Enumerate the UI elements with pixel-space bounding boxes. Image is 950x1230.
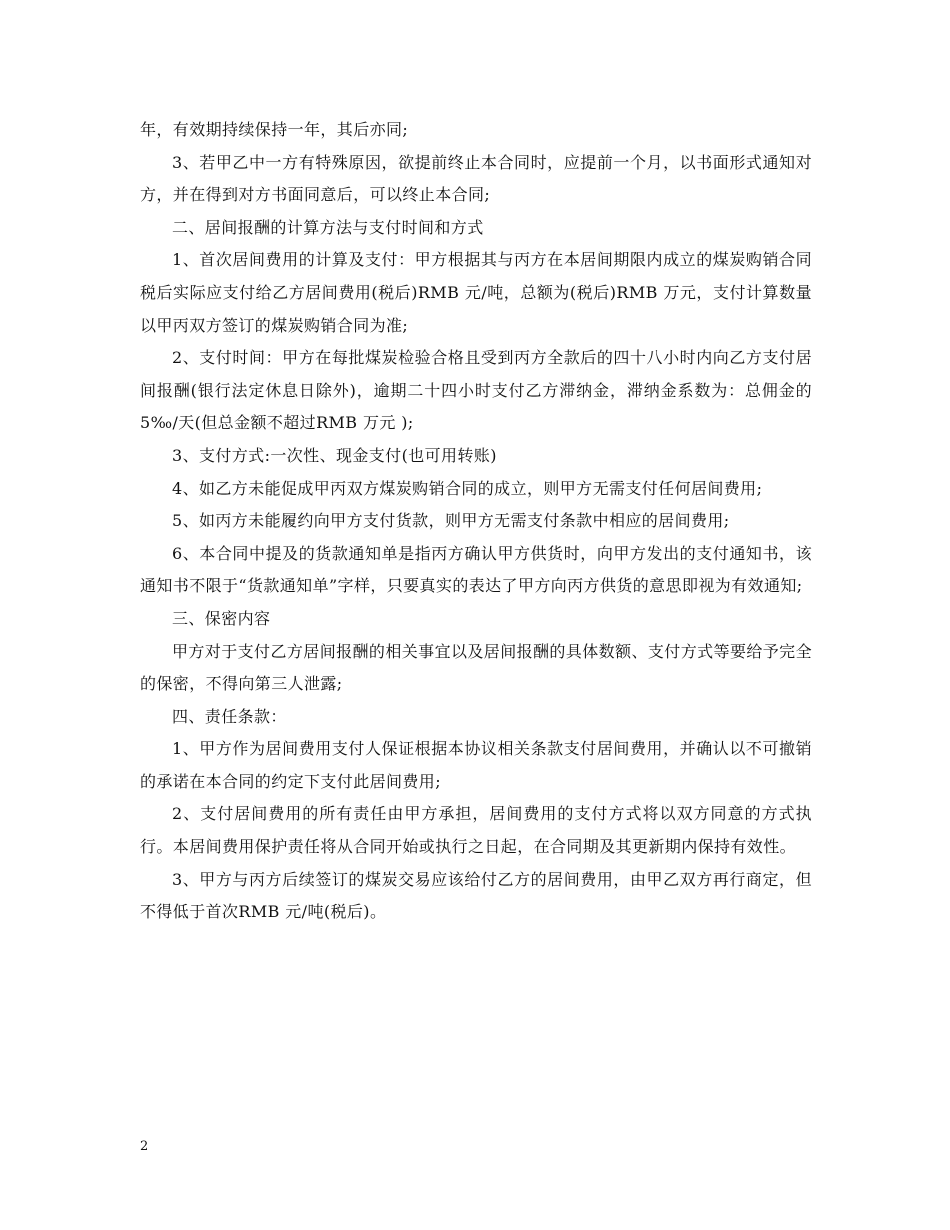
paragraph: 2、支付时间：甲方在每批煤炭检验合格且受到丙方全款后的四十八小时内向乙方支付居间报酬(银行法定休息日除外)，逾期二十四小时支付乙方滞纳金，滞纳金系数为：总佣金的5‰/天(但总金额不超过RMB 万元 ); — [140, 348, 812, 433]
paragraph: 甲方对于支付乙方居间报酬的相关事宜以及居间报酬的具体数额、支付方式等要给予完全的保密，不得向第三人泄露; — [140, 641, 812, 694]
paragraph: 年，有效期持续保持一年，其后亦同; — [140, 120, 409, 139]
paragraph: 5、如丙方未能履约向甲方支付货款，则甲方无需支付条款中相应的居间费用; — [172, 511, 730, 531]
document-body — [140, 114, 812, 929]
paragraph: 3、若甲乙中一方有特殊原因，欲提前终止本合同时，应提前一个月，以书面形式通知对方，并在得到对方书面同意后，可以终止本合同; — [140, 152, 812, 205]
paragraph: 3、甲方与丙方后续签订的煤炭交易应该给付乙方的居间费用，由甲乙双方再行商定，但不得低于首次RMB 元/吨(税后)。 — [140, 869, 812, 922]
section-heading: 四、责任条款： — [172, 706, 287, 726]
page-number: 2 — [140, 1139, 149, 1154]
section-heading: 三、保密内容 — [172, 608, 271, 628]
paragraph: 4、如乙方未能促成甲丙双方煤炭购销合同的成立，则甲方无需支付任何居间费用; — [172, 478, 763, 498]
paragraph: 1、甲方作为居间费用支付人保证根据本协议相关条款支付居间费用，并确认以不可撤销的承诺在本合同的约定下支付此居间费用; — [140, 739, 812, 791]
paragraph: 3、支付方式:一次性、现金支付(也可用转账) — [172, 445, 497, 465]
section-heading: 二、居间报酬的计算方法与支付时间和方式 — [172, 217, 484, 237]
paragraph: 6、本合同中提及的货款通知单是指丙方确认甲方供货时，向甲方发出的支付通知书，该通知书不限于“货款通知单”字样，只要真实的表达了甲方向丙方供货的意思即视为有效通知; — [140, 543, 812, 596]
paragraph: 2、支付居间费用的所有责任由甲方承担，居间费用的支付方式将以双方同意的方式执行。本居间费用保护责任将从合同开始或执行之日起，在合同期及其更新期内保持有效性。 — [140, 804, 812, 857]
paragraph: 1、首次居间费用的计算及支付：甲方根据其与丙方在本居间期限内成立的煤炭购销合同税后实际应支付给乙方居间费用(税后)RMB 元/吨，总额为(税后)RMB 万元，支付计算数量以甲丙双方签订的煤炭购销合同为准; — [140, 250, 812, 335]
